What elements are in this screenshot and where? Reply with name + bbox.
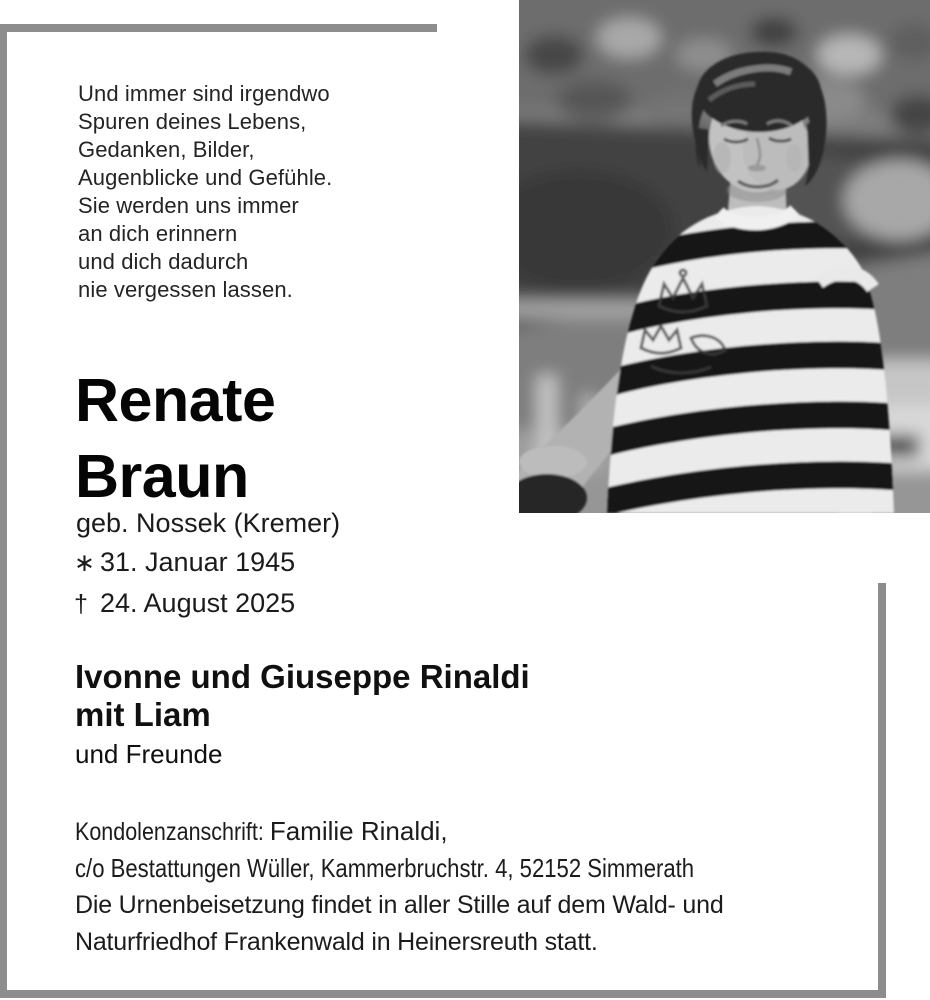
poem-line: an dich erinnern bbox=[78, 221, 238, 246]
birth-star-icon: ∗ bbox=[74, 549, 95, 577]
poem-line: Und immer sind irgendwo bbox=[78, 81, 330, 106]
birth-date: 31. Januar 1945 bbox=[100, 547, 296, 577]
deceased-name bbox=[75, 362, 275, 514]
death-date-line bbox=[74, 583, 295, 624]
burial-info-line2: Naturfriedhof Frankenwald in Heinersreuth statt. bbox=[75, 928, 598, 956]
poem-line: Spuren deines Lebens, bbox=[78, 109, 307, 134]
life-dates bbox=[74, 542, 295, 624]
memorial-poem bbox=[78, 80, 332, 304]
condolence-name: Familie Rinaldi, bbox=[269, 816, 448, 846]
poem-line: nie vergessen lassen. bbox=[78, 277, 293, 302]
deceased-last-name: Braun bbox=[75, 442, 249, 510]
frame-left-bar bbox=[0, 24, 7, 998]
condolence-address-line bbox=[75, 850, 803, 887]
portrait-photo-art bbox=[519, 0, 930, 513]
portrait-photo bbox=[519, 0, 930, 513]
condolence-label: Kondolenzanschrift: bbox=[75, 818, 264, 846]
poem-line: und dich dadurch bbox=[78, 249, 249, 274]
mourners-child: mit Liam bbox=[75, 696, 211, 733]
frame-bottom-bar bbox=[0, 990, 886, 998]
deceased-first-name: Renate bbox=[75, 366, 276, 434]
mourners-friends: und Freunde bbox=[75, 739, 223, 769]
condolence-address: c/o Bestattungen Wüller, Kammerbruchstr. 4, 52152 Simmerath bbox=[75, 853, 695, 883]
burial-info-line1: Die Urnenbeisetzung findet in aller Stille auf dem Wald- und bbox=[75, 891, 724, 919]
frame-top-bar bbox=[0, 24, 437, 32]
death-cross-icon: † bbox=[74, 590, 88, 618]
poem-line: Gedanken, Bilder, bbox=[78, 137, 255, 162]
maiden-name: geb. Nossek (Kremer) bbox=[76, 508, 341, 538]
birth-date-line bbox=[74, 542, 295, 583]
death-date: 24. August 2025 bbox=[100, 588, 296, 618]
mourners-names: Ivonne und Giuseppe Rinaldi bbox=[75, 658, 530, 695]
poem-line: Augenblicke und Gefühle. bbox=[78, 165, 333, 190]
footer-block bbox=[75, 813, 803, 961]
poem-line: Sie werden uns immer bbox=[78, 193, 299, 218]
condolence-line bbox=[75, 813, 803, 850]
frame-right-bar bbox=[878, 583, 886, 998]
mourners-block bbox=[75, 658, 530, 770]
